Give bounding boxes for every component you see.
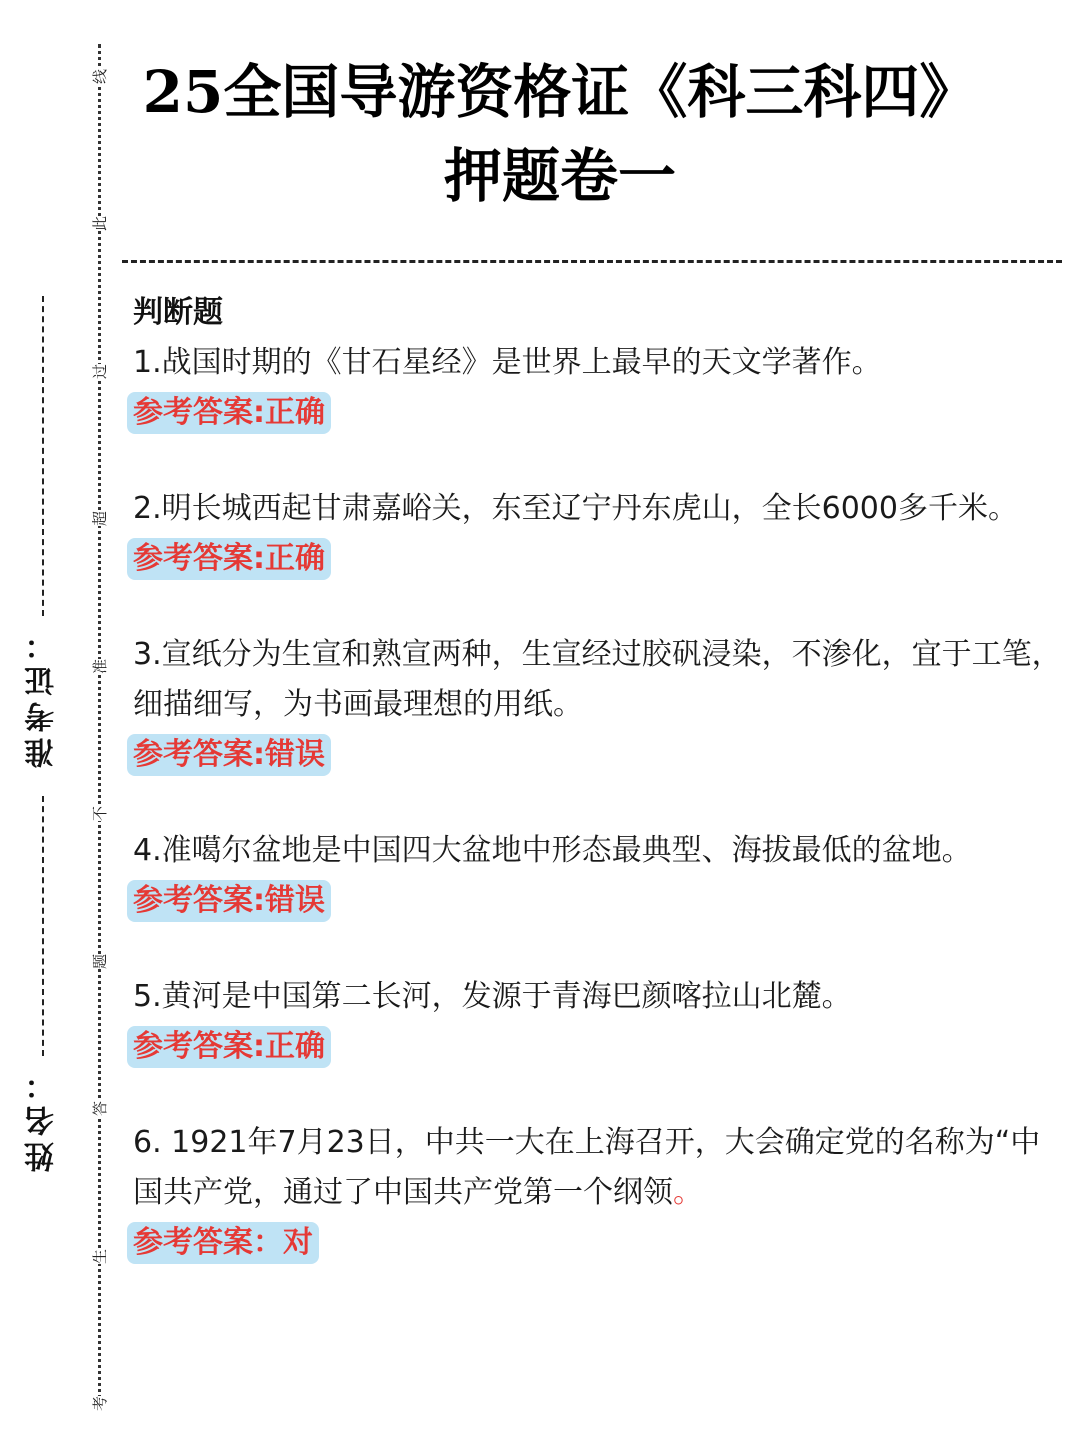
margin-word: 不 <box>83 806 116 821</box>
question-item <box>133 338 1063 434</box>
question-item <box>133 826 1063 922</box>
question-text <box>133 1118 1063 1218</box>
answer-badge: 参考答案:正确 <box>127 1026 331 1068</box>
question-item <box>133 1118 1063 1264</box>
section-heading: 判断题 <box>133 295 223 330</box>
answer-badge: 参考答案：对 <box>127 1222 319 1264</box>
margin-word: 考 <box>83 1396 116 1411</box>
name-label: 姓名： <box>25 1064 60 1172</box>
margin-word: 线 <box>83 69 116 84</box>
margin-word: 此 <box>83 216 116 231</box>
margin-word: 准 <box>83 659 116 674</box>
question-section <box>133 288 1063 1314</box>
answer-badge: 参考答案:错误 <box>127 880 331 922</box>
margin-word: 题 <box>83 954 116 969</box>
question-text: 4.准噶尔盆地是中国四大盆地中形态最典型、海拔最低的盆地。 <box>133 833 972 868</box>
answer-badge: 参考答案:正确 <box>127 538 331 580</box>
exam-id-field[interactable] <box>8 296 78 768</box>
question-text: 2.明长城西起甘肃嘉峪关，东至辽宁丹东虎山，全长6000多千米。 <box>133 491 1018 526</box>
margin-word: 超 <box>83 511 116 526</box>
title-line-2: 押题卷一 <box>443 142 676 210</box>
exam-id-label: 准考证： <box>25 624 60 768</box>
question-item <box>133 484 1063 580</box>
dashed-divider <box>122 260 1062 263</box>
page-title <box>120 50 1000 218</box>
title-line-1: 25全国导游资格证《科三科四》 <box>142 58 978 126</box>
margin-word: 答 <box>83 1101 116 1116</box>
question-text-main: 6. 1921年7月23日，中共一大在上海召开，大会确定党的名称为“中国共产党，通过了中国共产党第一个纲领 <box>133 1125 1041 1210</box>
question-item <box>133 972 1063 1068</box>
name-field[interactable] <box>8 796 78 1172</box>
answer-badge: 参考答案:正确 <box>127 392 331 434</box>
exam-id-underline[interactable] <box>42 296 44 616</box>
student-info-fields <box>8 296 78 1172</box>
margin-word: 过 <box>83 364 116 379</box>
answer-badge: 参考答案:错误 <box>127 734 331 776</box>
question-text: 5.黄河是中国第二长河，发源于青海巴颜喀拉山北麓。 <box>133 979 852 1014</box>
binding-margin-words <box>80 60 120 1420</box>
margin-word: 生 <box>83 1248 116 1263</box>
question-text: 3.宣纸分为生宣和熟宣两种，生宣经过胶矾浸染，不渗化，宜于工笔，细描细写，为书画最理想的用纸。 <box>133 637 1062 722</box>
name-underline[interactable] <box>42 796 44 1056</box>
question-text: 1.战国时期的《甘石星经》是世界上最早的天文学著作。 <box>133 345 882 380</box>
question-end-mark: 。 <box>673 1175 703 1210</box>
question-item <box>133 630 1063 776</box>
